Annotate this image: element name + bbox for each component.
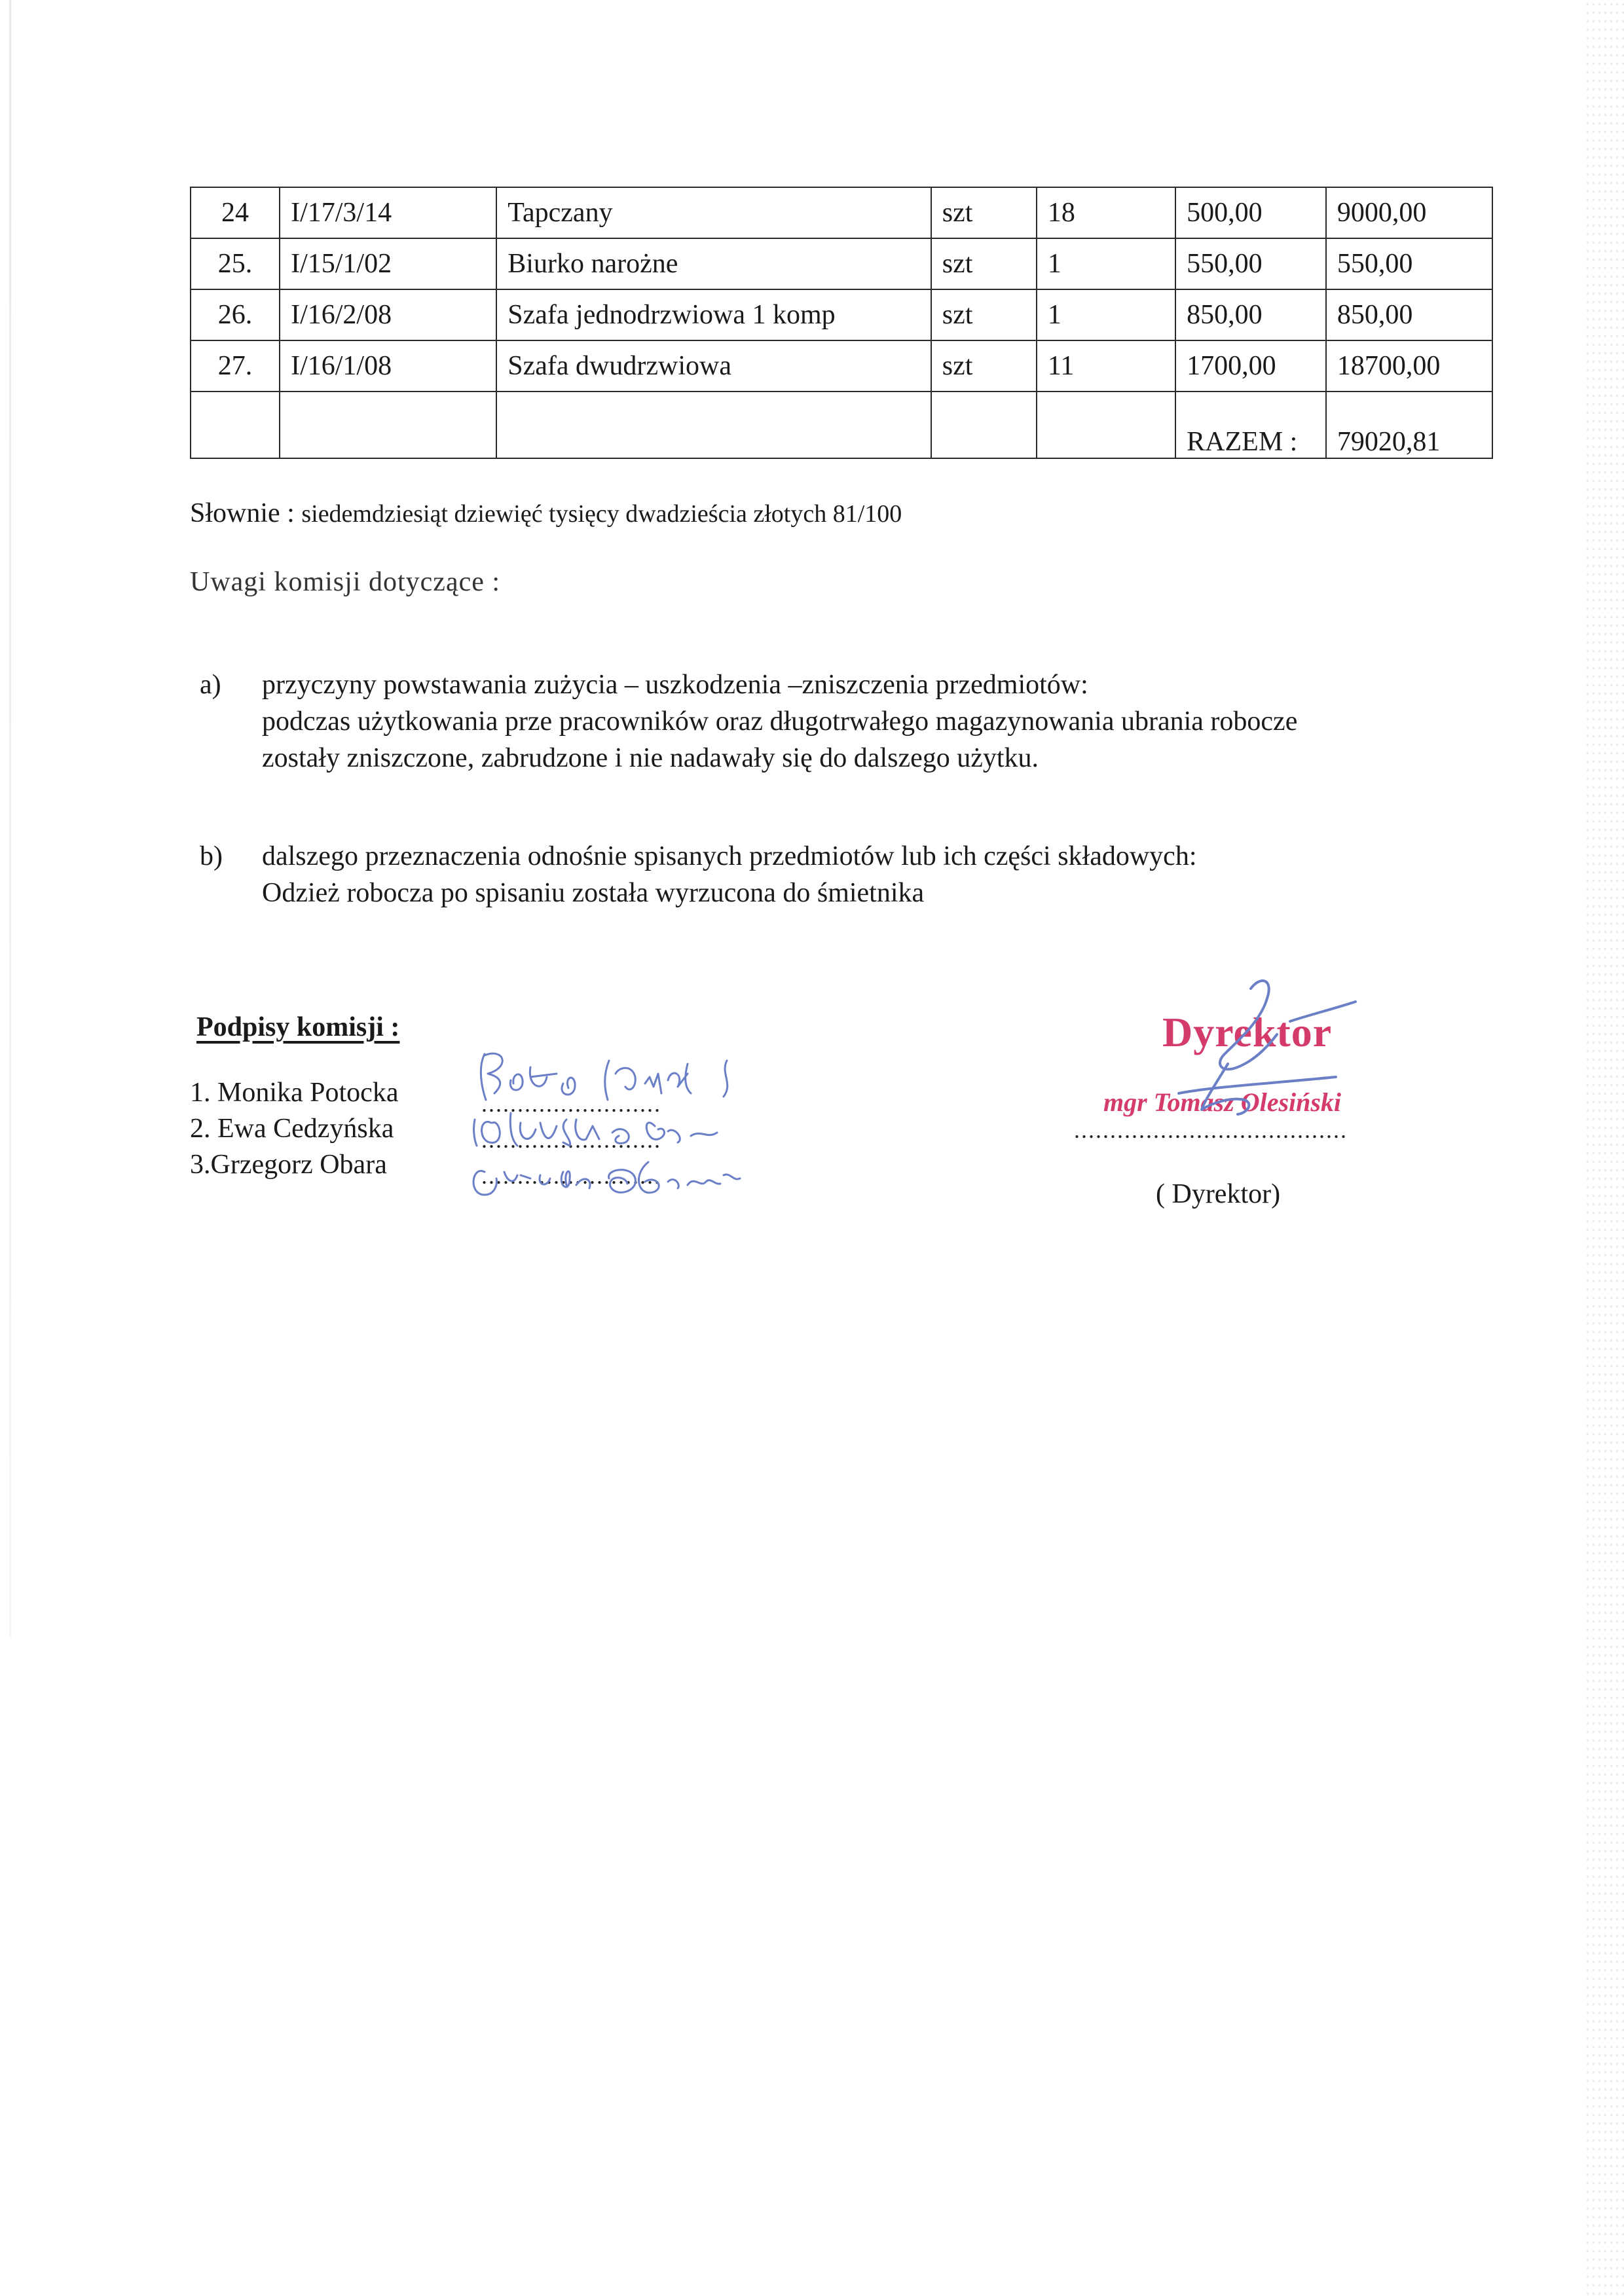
- director-caption: ( Dyrektor): [1156, 1179, 1281, 1209]
- cell-unit-price: 550,00: [1175, 238, 1326, 289]
- table-row: [191, 340, 1492, 392]
- director-handwritten-signature: [1139, 969, 1375, 1139]
- total-label: RAZEM :: [1175, 392, 1326, 458]
- remark-b-line-2: Odzież robocza po spisaniu została wyrzucona do śmietnika: [262, 878, 925, 908]
- member-1: 1. Monika Potocka: [190, 1078, 399, 1108]
- cell-item-name: Biurko narożne: [496, 238, 931, 289]
- cell-unit: szt: [931, 289, 1037, 340]
- cell-unit: szt: [931, 187, 1037, 238]
- empty-cell: [1037, 392, 1175, 458]
- items-table: [190, 187, 1493, 459]
- cell-inventory-number: I/15/1/02: [280, 238, 496, 289]
- remark-b-text: [262, 838, 1197, 911]
- cell-item-name: Szafa jednodrzwiowa 1 komp: [496, 289, 931, 340]
- cell-item-name: Tapczany: [496, 187, 931, 238]
- cell-quantity: 18: [1037, 187, 1175, 238]
- cell-lp: 26.: [191, 289, 280, 340]
- member-2: 2. Ewa Cedzyńska: [190, 1114, 394, 1144]
- remark-b-line-1: dalszego przeznaczenia odnośnie spisanych przedmiotów lub ich części składowych:: [262, 841, 1197, 871]
- member-3: 3.Grzegorz Obara: [190, 1150, 387, 1180]
- empty-cell: [931, 392, 1037, 458]
- cell-inventory-number: I/17/3/14: [280, 187, 496, 238]
- total-row: [191, 392, 1492, 458]
- cell-quantity: 1: [1037, 289, 1175, 340]
- scan-noise-right: [1585, 0, 1624, 2296]
- cell-inventory-number: I/16/1/08: [280, 340, 496, 392]
- empty-cell: [280, 392, 496, 458]
- total-value: 79020,81: [1326, 392, 1492, 458]
- slownie-label: Słownie :: [190, 498, 295, 528]
- member-1-dots: .........................: [481, 1091, 661, 1117]
- cell-lp: 25.: [191, 238, 280, 289]
- cell-item-name: Szafa dwudrzwiowa: [496, 340, 931, 392]
- cell-value: 550,00: [1326, 238, 1492, 289]
- member-2-dots: .........................: [481, 1127, 661, 1153]
- cell-value: 9000,00: [1326, 187, 1492, 238]
- scan-edge-left: [9, 0, 11, 1637]
- committee-handwritten-signatures: [458, 1048, 825, 1205]
- cell-unit-price: 500,00: [1175, 187, 1326, 238]
- remark-b: [200, 838, 1444, 917]
- remark-a-line-1: przyczyny powstawania zużycia – uszkodzenia –zniszczenia przedmiotów:: [262, 670, 1088, 700]
- remark-a: [200, 666, 1444, 778]
- cell-quantity: 1: [1037, 238, 1175, 289]
- remark-a-marker: a): [200, 670, 221, 700]
- remark-a-text: [262, 666, 1297, 776]
- table-row: [191, 289, 1492, 340]
- cell-value: 850,00: [1326, 289, 1492, 340]
- uwagi-heading: Uwagi komisji dotyczące :: [190, 567, 501, 597]
- cell-unit-price: 850,00: [1175, 289, 1326, 340]
- remark-a-line-3: zostały zniszczone, zabrudzone i nie nadawały się do dalszego użytku.: [262, 743, 1039, 773]
- cell-quantity: 11: [1037, 340, 1175, 392]
- cell-unit: szt: [931, 238, 1037, 289]
- cell-lp: 24: [191, 187, 280, 238]
- slownie-line: [190, 498, 902, 529]
- cell-lp: 27.: [191, 340, 280, 392]
- member-3-dots: .........................: [481, 1163, 661, 1189]
- director-stamp-name: mgr Tomasz Olesiński: [1103, 1087, 1342, 1117]
- remark-b-marker: b): [200, 841, 223, 871]
- cell-value: 18700,00: [1326, 340, 1492, 392]
- table-row: [191, 238, 1492, 289]
- items-table-body: [191, 187, 1492, 392]
- slownie-value: siedemdziesiąt dziewięć tysięcy dwadzieścia złotych 81/100: [301, 500, 902, 528]
- table-row: [191, 187, 1492, 238]
- cell-unit-price: 1700,00: [1175, 340, 1326, 392]
- empty-cell: [191, 392, 280, 458]
- empty-cell: [496, 392, 931, 458]
- director-stamp-title: Dyrektor: [1162, 1009, 1333, 1055]
- signatures-heading: Podpisy komisji :: [196, 1012, 400, 1042]
- cell-inventory-number: I/16/2/08: [280, 289, 496, 340]
- director-signature-dots: ......................................: [1074, 1117, 1348, 1143]
- cell-unit: szt: [931, 340, 1037, 392]
- remark-a-line-2: podczas użytkowania prze pracowników oraz długotrwałego magazynowania ubrania robocze: [262, 706, 1298, 737]
